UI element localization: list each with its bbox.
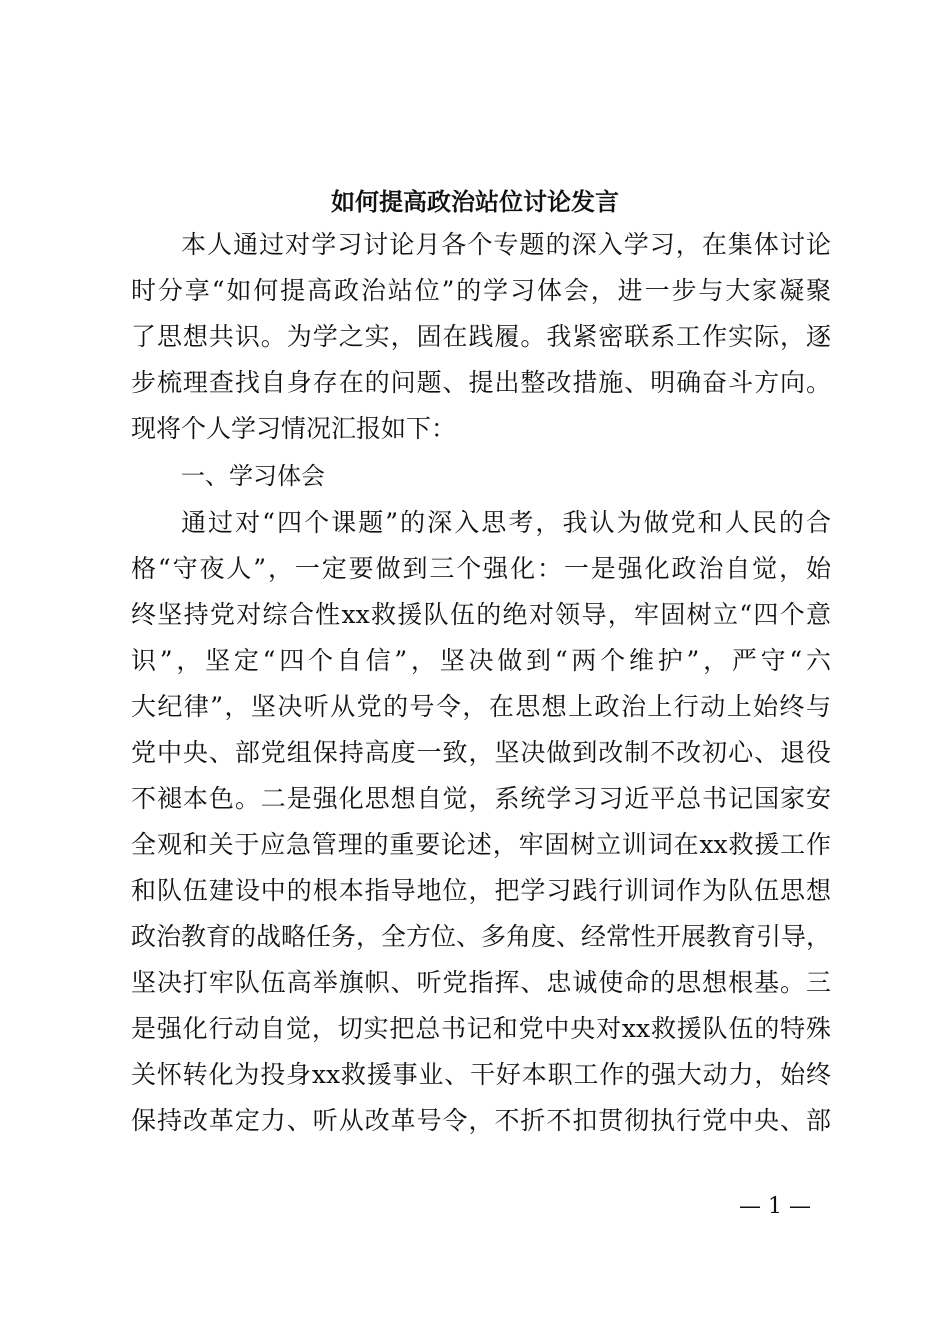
body-line: 识”，坚定“四个自信”，坚决做到“两个维护”，严守“六 xyxy=(131,646,831,675)
document-title: 如何提高政治站位讨论发言 xyxy=(331,187,619,216)
section-heading: 一、学习体会 xyxy=(181,462,325,490)
intro-line: 本人通过对学习讨论月各个专题的深入学习，在集体讨论 xyxy=(181,230,831,259)
body-line: 党中央、部党组保持高度一致，坚决做到改制不改初心、退役 xyxy=(131,738,831,767)
intro-line: 了思想共识。为学之实，固在践履。我紧密联系工作实际，逐 xyxy=(131,322,831,351)
body-line: 通过对“四个课题”的深入思考，我认为做党和人民的合 xyxy=(181,508,831,537)
body-line: 是强化行动自觉，切实把总书记和党中央对xx救援队伍的特殊 xyxy=(131,1014,831,1043)
body-line: 终坚持党对综合性xx救援队伍的绝对领导，牢固树立“四个意 xyxy=(131,600,831,629)
body-line: 政治教育的战略任务，全方位、多角度、经常性开展教育引导， xyxy=(131,922,832,951)
body-line: 关怀转化为投身xx救援事业、干好本职工作的强大动力，始终 xyxy=(131,1060,831,1089)
body-line: 大纪律”，坚决听从党的号令，在思想上政治上行动上始终与 xyxy=(131,692,831,721)
body-line: 全观和关于应急管理的重要论述，牢固树立训词在xx救援工作 xyxy=(131,830,831,859)
page-number: — 1 — xyxy=(739,1194,811,1219)
body-line: 不褪本色。二是强化思想自觉，系统学习习近平总书记国家安 xyxy=(131,784,831,813)
intro-line: 现将个人学习情况汇报如下： xyxy=(131,414,457,443)
body-line: 保持改革定力、听从改革号令，不折不扣贯彻执行党中央、部 xyxy=(131,1106,831,1135)
body-line: 和队伍建设中的根本指导地位，把学习践行训词作为队伍思想 xyxy=(131,876,831,905)
intro-line: 时分享“如何提高政治站位”的学习体会，进一步与大家凝聚 xyxy=(131,276,831,305)
body-line: 坚决打牢队伍高举旗帜、听党指挥、忠诚使命的思想根基。三 xyxy=(131,968,831,997)
body-line: 格“守夜人”，一定要做到三个强化：一是强化政治自觉，始 xyxy=(131,554,831,583)
intro-line: 步梳理查找自身存在的问题、提出整改措施、明确奋斗方向。 xyxy=(131,368,831,397)
